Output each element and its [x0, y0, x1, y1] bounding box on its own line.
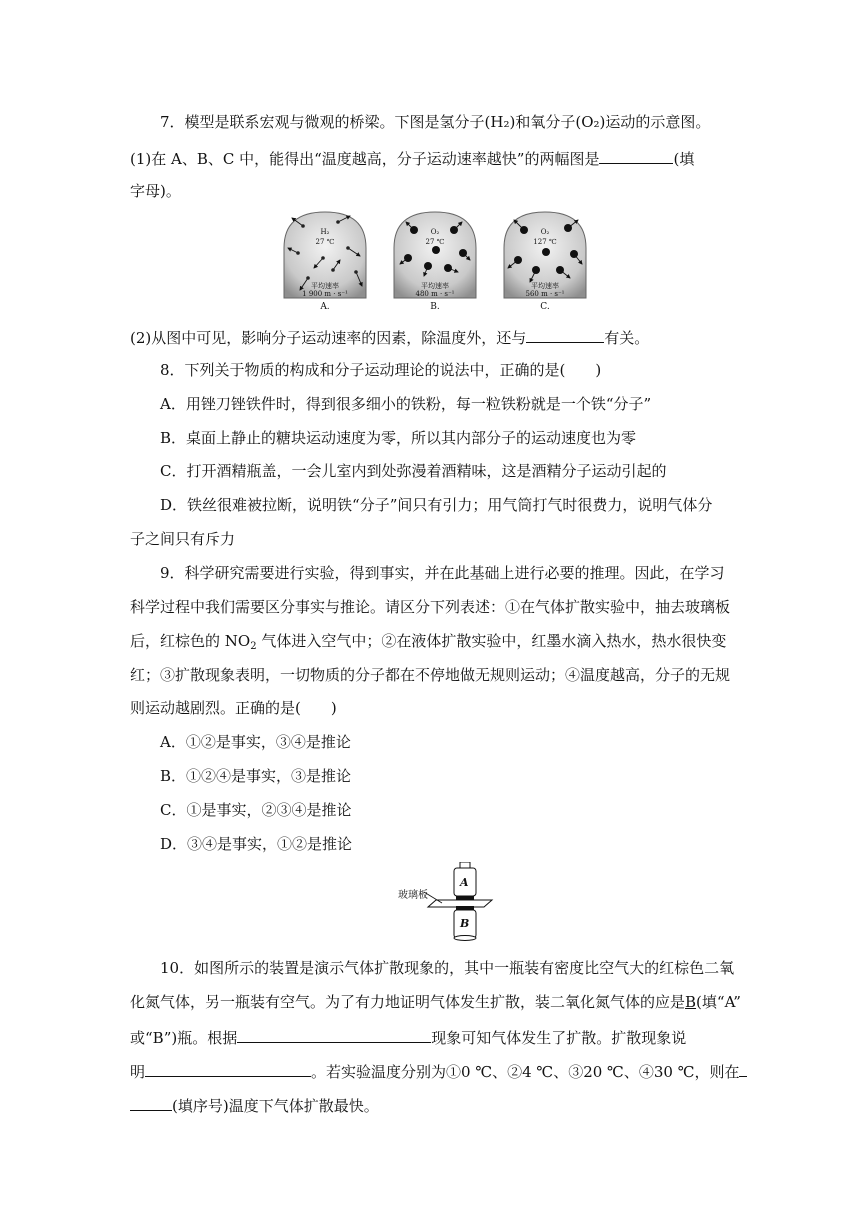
q9-line-1: 9．科学研究需要进行实验，得到事实，并在此基础上进行必要的推理。因此，在学习 [160, 564, 725, 582]
q9-option-b[interactable]: B．①②④是事实，③是推论 [160, 767, 352, 785]
jar-c-temp: 127 ℃ [533, 238, 557, 246]
q7-part2: (2)从图中可见，影响分子运动速率的因素，除温度外，还与 有关。 [130, 326, 649, 348]
jar-a-speed-title: 平均速率 [311, 282, 339, 290]
jar-c-gas: O₂ [540, 228, 550, 236]
q8-stem: 8．下列关于物质的构成和分子运动理论的说法中，正确的是( ) [160, 361, 602, 379]
q10-line-3: 或“B”)瓶。根据 现象可知气体发生了扩散。扩散现象说 [130, 1026, 686, 1048]
q8-option-d-cont: 子之间只有斥力 [130, 530, 236, 548]
jar-b-temp: 27 ℃ [425, 238, 445, 246]
q7-part1-cont: 字母)。 [130, 182, 181, 200]
jar-c-label: C. [540, 302, 550, 312]
answer-blank[interactable] [237, 1026, 431, 1043]
answer-filled: B [685, 993, 697, 1011]
q8-option-a[interactable]: A．用锉刀锉铁件时，得到很多细小的铁粉，每一粒铁粉就是一个铁“分子” [160, 395, 652, 413]
q9-line-3: 后，红棕色的 $NO_2$ 气体进入空气中；②在液体扩散实验中，红墨水滴入热水，热水很快变 [130, 632, 727, 652]
molecule-motion-figure [278, 208, 588, 318]
q10-line-1: 10．如图所示的装置是演示气体扩散现象的，其中一瓶装有密度比空气大的红棕色二氧 [160, 959, 735, 977]
bottle-b-label: B [460, 917, 470, 930]
jar-b-speed-title: 平均速率 [421, 282, 449, 290]
q10-line-4: 明 。若实验温度分别为①0 ℃、②4 ℃、③20 ℃、④30 ℃，则在 [130, 1060, 747, 1082]
bottles-illustration [398, 862, 498, 942]
jar-c-speed: 560 m · s⁻¹ [525, 290, 565, 298]
jar-b-gas: O₂ [430, 228, 440, 236]
answer-blank[interactable] [130, 1094, 172, 1111]
jar-a-speed: 1 900 m · s⁻¹ [302, 290, 348, 298]
q7-stem: 7．模型是联系宏观与微观的桥梁。下图是氢分子(H₂)和氧分子(O₂)运动的示意图。 [160, 113, 711, 131]
q9-option-c[interactable]: C．①是事实，②③④是推论 [160, 801, 352, 819]
q8-option-c[interactable]: C．打开酒精瓶盖，一会儿室内到处弥漫着酒精味，这是酒精分子运动引起的 [160, 462, 667, 480]
bottle-a-label: A [460, 876, 469, 889]
q7-part1: (1)在 A、B、C 中，能得出“温度越高，分子运动速率越快”的两幅图是 (填 [130, 147, 694, 169]
diffusion-apparatus-figure [398, 862, 498, 942]
q9-line-2: 科学过程中我们需要区分事实与推论。请区分下列表述：①在气体扩散实验中，抽去玻璃板 [130, 598, 731, 616]
glass-plate-label: 玻璃板 [398, 890, 428, 901]
q9-option-a[interactable]: A．①②是事实，③④是推论 [160, 733, 351, 751]
q8-option-d[interactable]: D．铁丝很难被拉断，说明铁“分子”间只有引力；用气筒打气时很费力，说明气体分 [160, 496, 713, 514]
answer-blank[interactable] [526, 326, 604, 343]
answer-blank[interactable] [599, 147, 673, 164]
q9-line-5: 则运动越剧烈。正确的是( ) [130, 699, 337, 717]
answer-blank[interactable] [145, 1060, 311, 1077]
q10-line-5: (填序号)温度下气体扩散最快。 [130, 1094, 379, 1116]
q10-line-2: 化氮气体，另一瓶装有空气。为了有力地证明气体发生扩散，装二氧化氮气体的应是B(填“A” [130, 993, 741, 1011]
jar-a-temp: 27 ℃ [315, 238, 335, 246]
q9-line-4: 红；③扩散现象表明，一切物质的分子都在不停地做无规则运动；④温度越高，分子的无规 [130, 666, 731, 684]
jar-a-label: A. [320, 302, 330, 312]
jar-c-speed-title: 平均速率 [531, 282, 559, 290]
jar-b-speed: 480 m · s⁻¹ [415, 290, 455, 298]
answer-blank-start[interactable] [739, 1060, 747, 1077]
q9-option-d[interactable]: D．③④是事实，①②是推论 [160, 835, 353, 853]
q8-option-b[interactable]: B．桌面上静止的糖块运动速度为零，所以其内部分子的运动速度也为零 [160, 429, 637, 447]
jar-a-gas: H₂ [320, 228, 330, 236]
jar-b-label: B. [430, 302, 440, 312]
